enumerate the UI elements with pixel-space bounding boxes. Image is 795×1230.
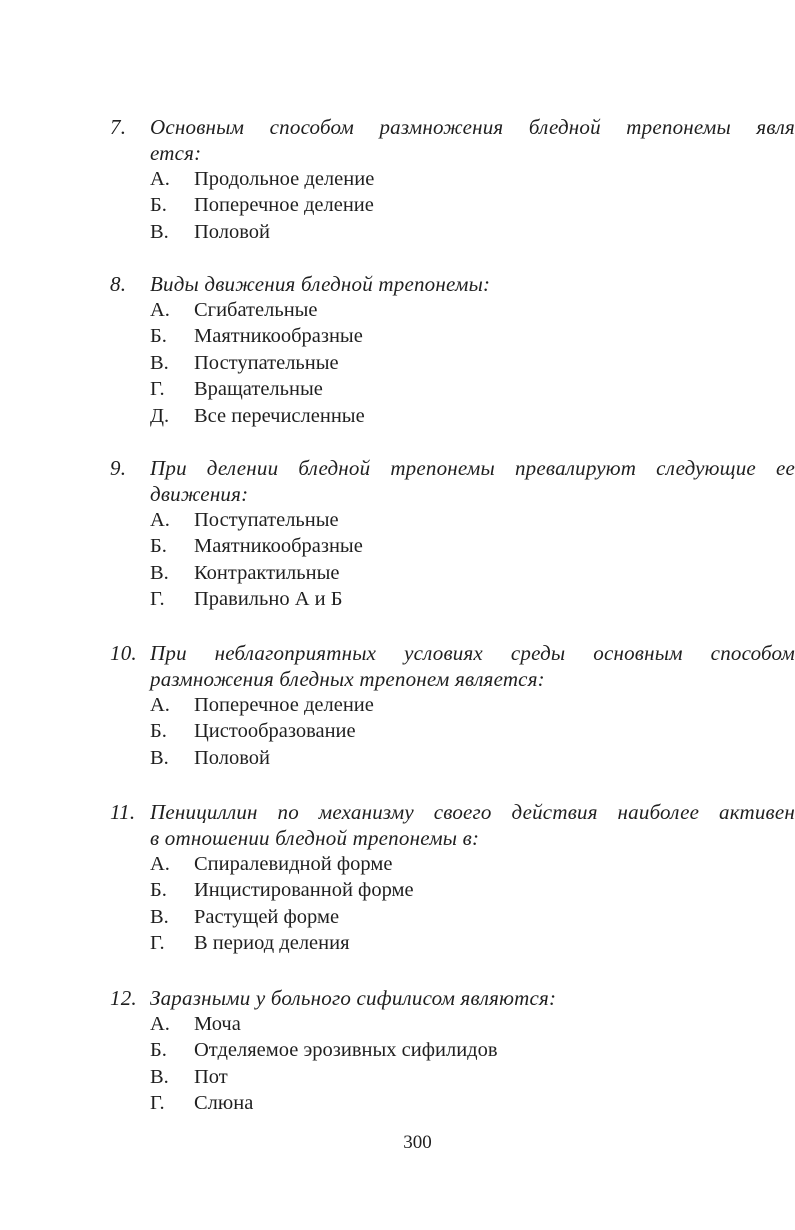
question-text-continued: ется: [150,141,202,165]
question-8 [110,271,795,429]
answer-option [110,323,795,349]
answer-option [110,376,795,402]
answer-letter: А. [150,509,170,531]
page-number: 300 [403,1132,432,1153]
answer-text: Маятникообразные [194,535,363,558]
answer-option [110,560,795,586]
answer-letter: А. [150,853,170,875]
answer-list [110,1011,795,1117]
answer-option [110,403,795,429]
answer-text: Слюна [194,1092,254,1115]
answer-text: Правильно А и Б [194,588,343,611]
question-text-continued: движения: [150,482,249,506]
question-number: 7. [110,115,127,139]
question-number: 10. [110,641,137,665]
answer-text: Все перечисленные [194,404,365,427]
answer-text: В период деления [194,932,350,955]
answer-letter: В. [150,746,169,769]
question-text-continued: в отношении бледной трепонемы в: [150,826,480,850]
answer-option [110,1090,795,1116]
answer-text: Отделяемое эрозивных сифилидов [194,1039,498,1062]
answer-letter: Г. [150,1092,165,1115]
answer-text: Половой [194,220,271,243]
question-10 [110,640,795,771]
answer-letter: Г. [150,378,165,401]
answer-text: Спиралевидной форме [194,853,393,875]
answer-text: Растущей форме [194,905,340,928]
answer-letter: Б. [150,535,167,558]
answer-text: Инцистированной форме [194,879,414,902]
answer-text: Половой [194,746,271,769]
answer-letter: В. [150,1065,169,1088]
answer-letter: В. [150,220,169,243]
question-text: Заразными у больного сифилисом являются: [150,986,557,1010]
answer-text: Поступательные [194,509,339,531]
answer-letter: А. [150,168,170,190]
answer-letter: В. [150,905,169,928]
answer-option [110,219,795,245]
question-9 [110,455,795,613]
question-first-line [110,799,795,825]
question-12 [110,985,795,1117]
answer-text: Поперечное деление [194,194,374,217]
question-first-line [110,640,795,666]
answer-option [110,166,795,192]
answer-letter: Г. [150,588,165,611]
question-first-line [110,114,795,140]
answer-text: Моча [194,1013,241,1035]
answer-letter: Б. [150,325,167,348]
answer-letter: Д. [150,404,170,427]
answer-list [110,851,795,957]
answer-option [110,718,795,744]
answer-text: Поступательные [194,351,339,374]
answer-option [110,1037,795,1063]
answer-text: Вращательные [194,378,323,401]
answer-text: Пот [194,1065,228,1088]
answer-list [110,507,795,613]
answer-option [110,1011,795,1037]
answer-letter: Б. [150,1039,167,1062]
question-first-line [110,985,795,1011]
question-11 [110,799,795,957]
answer-letter: В. [150,561,169,584]
question-text: Пенициллин по механизму своего действия наиболее активен [150,800,795,824]
question-number: 11. [110,800,136,824]
answer-option [110,350,795,376]
answer-option [110,586,795,612]
answer-text: Маятникообразные [194,325,363,348]
answer-letter: А. [150,1013,170,1035]
question-7 [110,114,795,245]
answer-letter: А. [150,299,170,321]
answer-letter: Б. [150,879,167,902]
answer-option [110,745,795,771]
answer-option [110,192,795,218]
question-text-continued: размножения бледных трепонем является: [150,667,545,691]
question-text: Виды движения бледной трепонемы: [150,272,491,296]
answer-option [110,692,795,718]
question-first-line [110,271,795,297]
answer-text: Продольное деление [194,168,375,190]
answer-option [110,533,795,559]
question-number: 9. [110,456,127,480]
answer-text: Сгибательные [194,299,318,321]
question-number: 12. [110,986,137,1010]
answer-option [110,930,795,956]
question-first-line [110,455,795,481]
question-text: При неблагоприятных условиях среды основным способом [150,641,795,665]
answer-list [110,297,795,429]
answer-option [110,851,795,877]
answer-option [110,1064,795,1090]
answer-letter: Б. [150,194,167,217]
question-text: При делении бледной трепонемы превалируют следующие ее [150,456,795,480]
answer-text: Контрактильные [194,561,340,584]
answer-option [110,877,795,903]
answer-letter: А. [150,694,170,716]
answer-list [110,166,795,245]
answer-option [110,904,795,930]
answer-text: Поперечное деление [194,694,374,716]
answer-letter: Г. [150,932,165,955]
answer-letter: Б. [150,720,167,743]
question-number: 8. [110,272,127,296]
answer-letter: В. [150,351,169,374]
answer-text: Цистообразование [194,720,356,743]
answer-option [110,297,795,323]
question-text: Основным способом размножения бледной трепонемы явля [150,115,795,139]
answer-list [110,692,795,771]
answer-option [110,507,795,533]
